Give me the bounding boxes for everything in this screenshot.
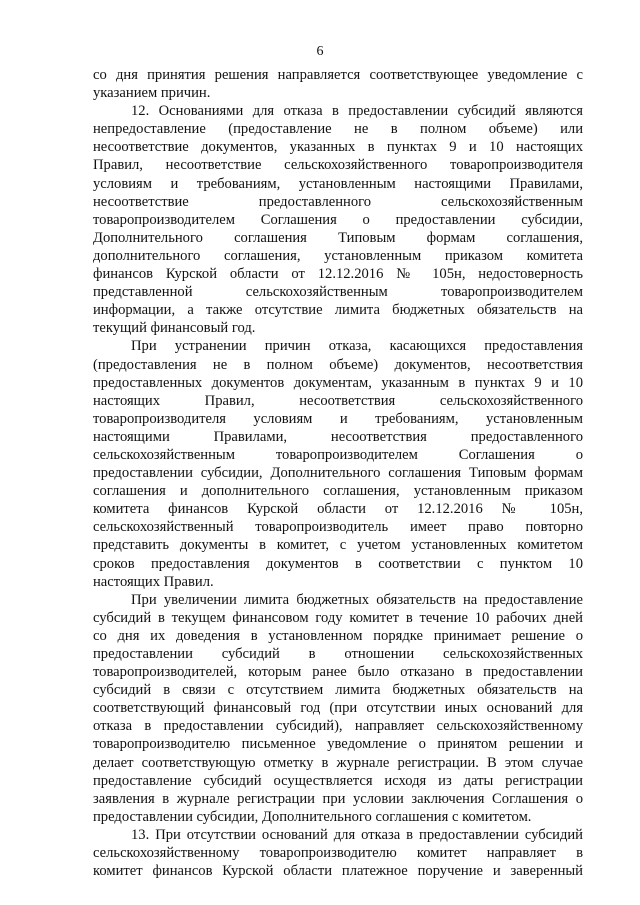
text-line: предоставлении субсидий в отношении сельскохозяйственных xyxy=(93,646,583,662)
paragraph xyxy=(93,66,583,102)
text-line: субсидий в текущем финансовом году комитет в течение 10 рабочих дней xyxy=(93,609,583,626)
text-line: комитета финансов Курской области от 12.12.2016 № 105н, xyxy=(93,501,583,518)
text-line: товаропроизводителя условиям и требованиям, установленным xyxy=(93,410,583,427)
text-line: товаропроизводителей, которым ранее было отказано в предоставлении xyxy=(93,664,583,681)
text-line: субсидий в связи с отсутствием лимита бюджетных обязательств на xyxy=(93,682,583,699)
text-line: указанием причин. xyxy=(93,85,211,102)
text-line: При увеличении лимита бюджетных обязательств на предоставление xyxy=(131,591,583,608)
text-line: несоответствие документов, указанных в пунктах 9 и 10 настоящих xyxy=(93,139,583,156)
text-line: предоставление субсидий осуществляется исходя из даты регистрации xyxy=(93,772,583,789)
text-line: сельскохозяйственный товаропроизводитель имеет право повторно xyxy=(93,519,583,536)
text-line: комитет финансов Курской области платежное поручение и заверенный xyxy=(93,863,583,880)
text-line: Дополнительного соглашения Типовым формам соглашения, xyxy=(93,229,583,246)
text-line: со дня их доведения в установленном порядке принимает решение о xyxy=(93,627,583,644)
text-line: 12. Основаниями для отказа в предоставлении субсидий являются xyxy=(131,103,583,120)
text-line: заявления в журнале регистрации при условии заключения Соглашения о xyxy=(93,790,583,807)
paragraph xyxy=(93,102,583,337)
paragraph xyxy=(93,337,583,590)
text-line: информации, а также отсутствие лимита бюджетных обязательств на xyxy=(93,302,583,319)
text-line: настоящих Правил, несоответствия сельскохозяйственного xyxy=(93,392,583,409)
text-line: товаропроизводителем Соглашения о предоставлении субсидии, xyxy=(93,211,583,228)
document-body xyxy=(93,66,583,880)
text-line: 13. При отсутствии оснований для отказа в предоставлении субсидий xyxy=(131,826,583,843)
paragraph-list xyxy=(93,66,583,880)
text-line: делает соответствующую отметку в журнале регистрации. В этом случае xyxy=(93,754,583,771)
text-line: сельскохозяйственному товаропроизводителю комитет направляет в xyxy=(93,845,583,862)
text-line: дополнительного соглашения, установленным приказом комитета xyxy=(93,247,583,264)
text-line: представить документы в комитет, с учетом установленных комитетом xyxy=(93,537,583,554)
paragraph xyxy=(93,826,583,880)
text-line: финансов Курской области от 12.12.2016 № 105н, недостоверность xyxy=(93,266,583,283)
text-line: предоставлении субсидии, Дополнительного соглашения с комитетом. xyxy=(93,808,532,825)
text-line: непредоставление (предоставление не в полном объеме) или xyxy=(93,121,583,138)
page-number: 6 xyxy=(316,44,324,59)
text-line: текущий финансовый год. xyxy=(93,320,256,337)
text-line: При устранении причин отказа, касающихся предоставления xyxy=(131,338,583,355)
text-line: представленной сельскохозяйственным товаропроизводителем xyxy=(93,284,583,301)
text-line: соответствующий финансовый год (при отсутствии иных оснований для xyxy=(93,700,583,717)
text-line: условиям и требованиям, установленным настоящими Правилами, xyxy=(93,175,583,192)
text-line: сроков предоставления документов в соответствии с пунктом 10 xyxy=(93,555,583,572)
text-line: предоставлении субсидии, Дополнительного соглашения Типовым формам xyxy=(93,465,583,482)
text-line: отказа в предоставлении субсидий), направляет сельскохозяйственному xyxy=(93,718,583,735)
text-line: Правил, несоответствие сельскохозяйственного товаропроизводителя xyxy=(93,157,583,174)
text-line: сельскохозяйственным товаропроизводителем Соглашения о xyxy=(93,446,583,463)
text-line: несоответствие предоставленного сельскохозяйственным xyxy=(93,193,583,210)
text-line: со дня принятия решения направляется соответствующее уведомление с xyxy=(93,67,583,83)
text-line: соглашения и дополнительного соглашения, установленным приказом xyxy=(93,483,583,500)
text-line: товаропроизводителю письменное уведомление о принятом решении и xyxy=(93,736,583,753)
paragraph xyxy=(93,591,583,826)
text-line: предоставленных документов документам, указанным в пунктах 9 и 10 xyxy=(93,374,583,391)
text-line: настоящими Правилами, несоответствия предоставленного xyxy=(93,428,583,445)
text-line: (предоставления не в полном объеме) документов, несоответствия xyxy=(93,356,583,373)
text-line: настоящих Правил. xyxy=(93,573,214,590)
